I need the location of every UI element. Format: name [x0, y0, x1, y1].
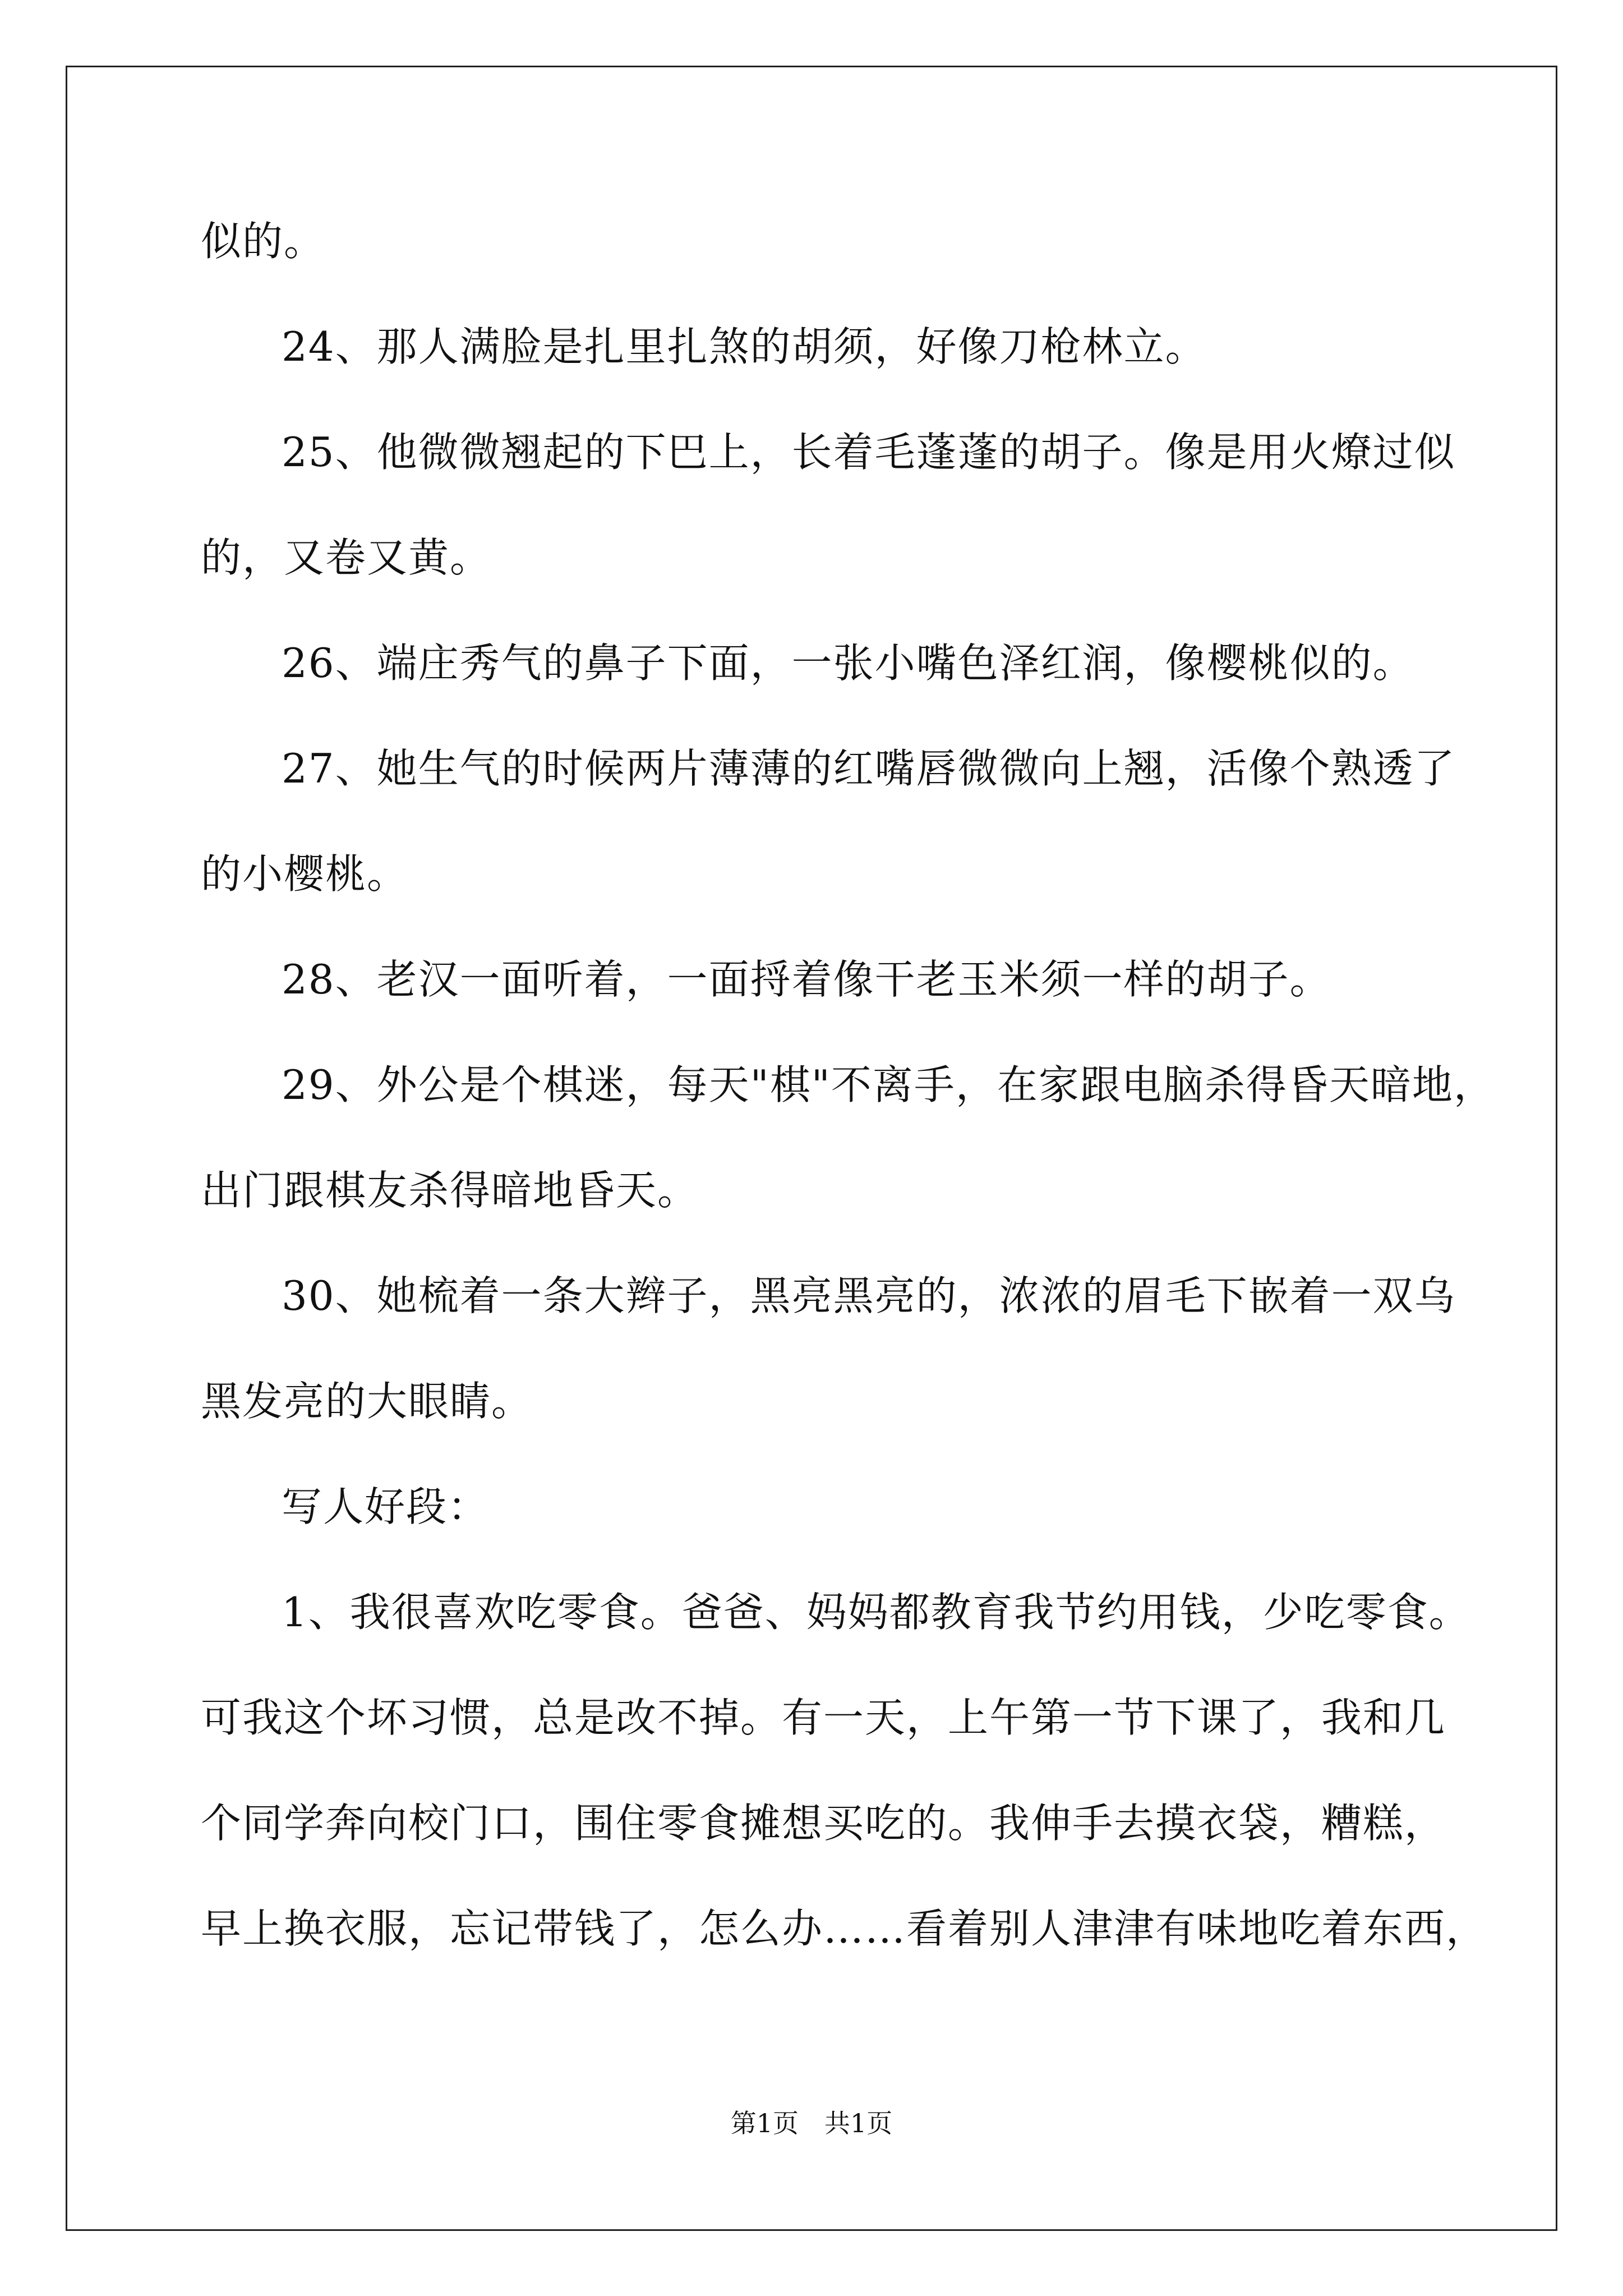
text-line: 24、那人满脸是扎里扎煞的胡须，好像刀枪林立。	[282, 323, 1207, 370]
text-line: 25、他微微翘起的下巴上，长着毛蓬蓬的胡子。像是用火燎过似	[282, 429, 1456, 476]
text-line: 早上换衣服，忘记带钱了，怎么办……看着别人津津有味地吃着东西，	[201, 1905, 1488, 1952]
text-line: 的，又卷又黄。	[201, 534, 492, 581]
text-line: 26、端庄秀气的鼻子下面，一张小嘴色泽红润，像樱桃似的。	[282, 639, 1414, 687]
text-line: 似的。	[201, 218, 326, 265]
section-heading: 写人好段：	[282, 1483, 490, 1530]
text-line: 出门跟棋友杀得暗地昏天。	[201, 1167, 699, 1214]
text-line: 个同学奔向校门口，围住零食摊想买吃的。我伸手去摸衣袋，糟糕，	[201, 1800, 1446, 1847]
text-line: 29、外公是个棋迷，每天"棋"不离手，在家跟电脑杀得昏天暗地，	[282, 1061, 1495, 1108]
text-line: 的小樱桃。	[201, 850, 409, 898]
page-footer: 第1页 共1页	[730, 2108, 893, 2138]
text-line: 27、她生气的时候两片薄薄的红嘴唇微微向上翘，活像个熟透了	[282, 745, 1456, 792]
text-line: 28、老汉一面听着，一面捋着像干老玉米须一样的胡子。	[282, 956, 1331, 1003]
text-line: 1、我很喜欢吃零食。爸爸、妈妈都教育我节约用钱，少吃零食。	[282, 1589, 1470, 1636]
text-line: 黑发亮的大眼睛。	[201, 1378, 533, 1425]
text-line: 30、她梳着一条大辫子，黑亮黑亮的，浓浓的眉毛下嵌着一双乌	[282, 1272, 1456, 1319]
text-line: 可我这个坏习惯，总是改不掉。有一天，上午第一节下课了，我和几	[201, 1694, 1446, 1741]
